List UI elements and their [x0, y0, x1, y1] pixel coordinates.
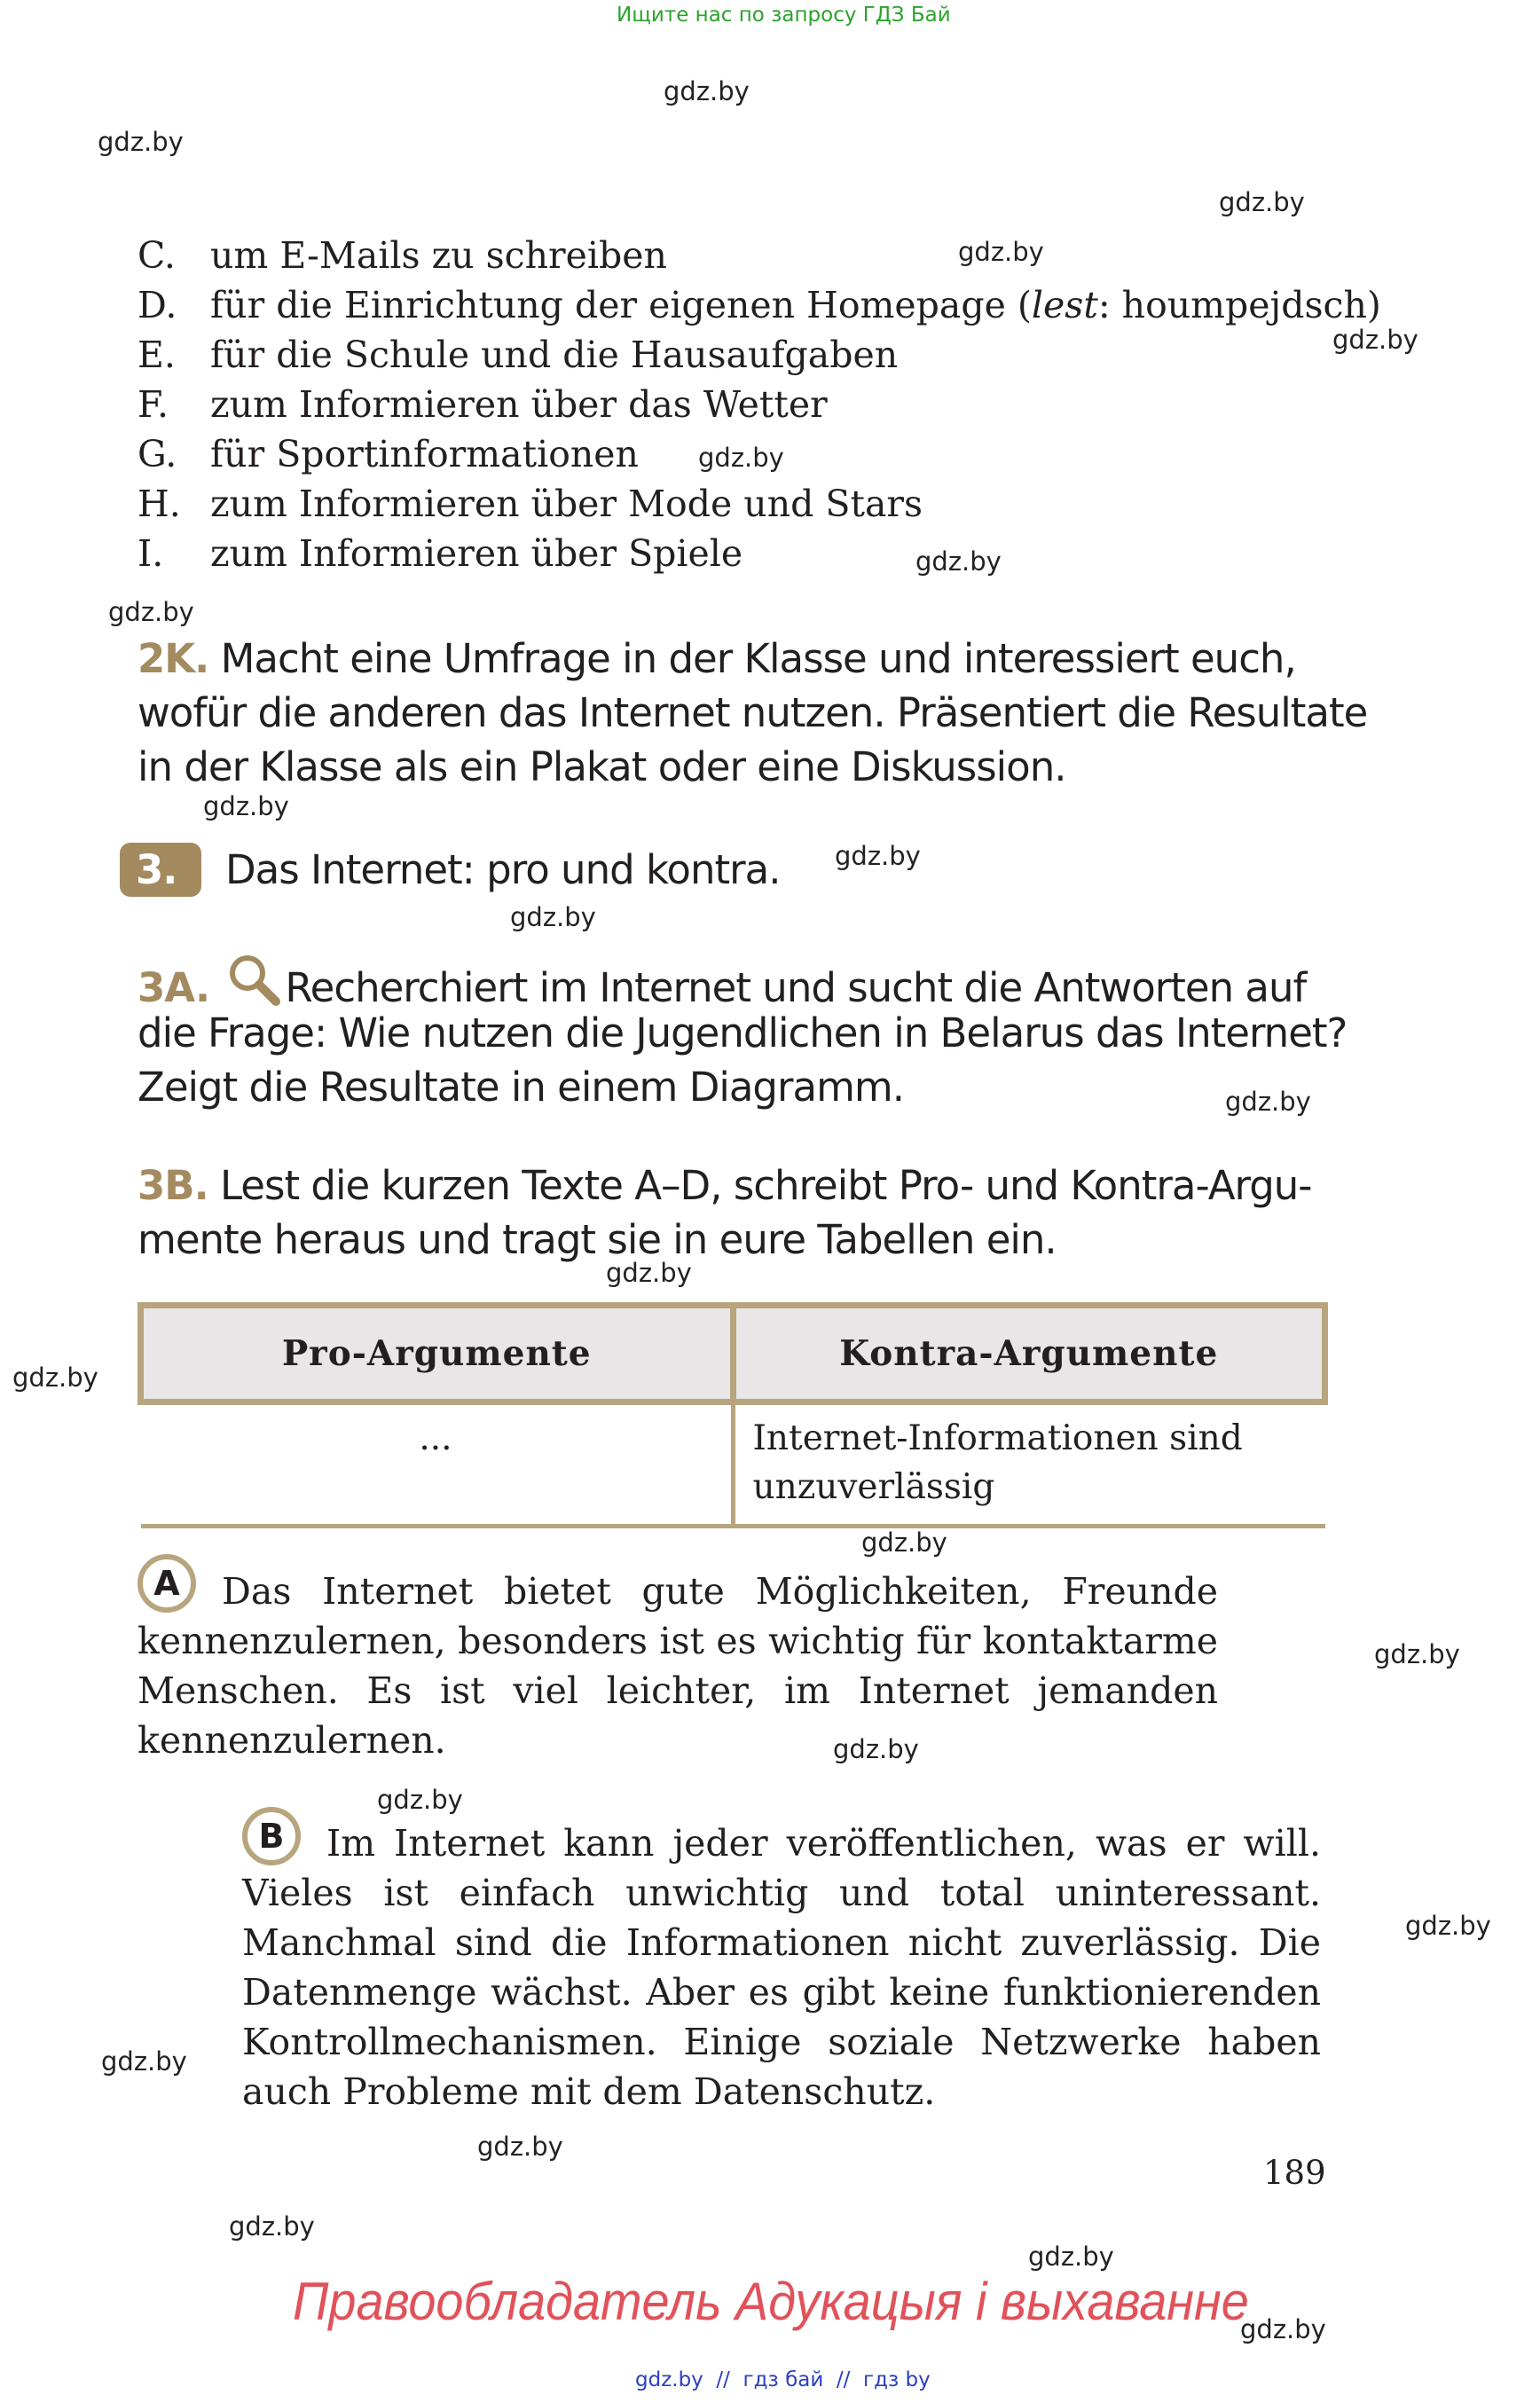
- page-number: 189: [1263, 2154, 1326, 2192]
- task-number: 3A.: [138, 964, 210, 1011]
- watermark: gdz.by: [915, 546, 1002, 577]
- list-text: zum Informieren über Spiele: [210, 532, 743, 575]
- task-2k-line: [138, 632, 1296, 686]
- list-item: [138, 280, 1381, 330]
- list-text: : houmpejdsch): [1097, 284, 1381, 326]
- list-letter: F.: [138, 383, 169, 426]
- task-text: Recherchiert im Internet und sucht die Antworten auf: [285, 964, 1307, 1011]
- watermark: gdz.by: [108, 597, 194, 627]
- list-letter: C.: [138, 234, 176, 277]
- list-item: [138, 429, 639, 479]
- list-item: [138, 330, 898, 380]
- watermark: gdz.by: [510, 902, 596, 932]
- task-2k-line: wofür die anderen das Internet nutzen. Präsentiert die Resultate: [138, 689, 1368, 736]
- footer-links[interactable]: gdz.by // гдз бай // гдз by: [635, 2368, 931, 2391]
- task-text: Lest die kurzen Texte A–D, schreibt Pro- und Kontra-Argu-: [220, 1162, 1312, 1209]
- list-letter: D.: [138, 284, 177, 326]
- task-3-heading: [120, 843, 781, 897]
- watermark: gdz.by: [477, 2132, 563, 2162]
- list-text: für Sportinformationen: [210, 433, 639, 475]
- watermark: gdz.by: [833, 1734, 919, 1764]
- watermark: gdz.by: [861, 1527, 947, 1558]
- top-banner: Ищите нас по запросу ГДЗ Бай: [617, 4, 951, 27]
- list-letter: E.: [138, 334, 176, 376]
- table-cell-pro: ...: [141, 1402, 734, 1527]
- task-badge: 3.: [120, 843, 201, 897]
- list-letter: G.: [138, 433, 177, 475]
- text-a-label: A: [138, 1554, 196, 1613]
- argument-table: [138, 1302, 1328, 1528]
- watermark: gdz.by: [958, 237, 1044, 267]
- list-text: für die Schule und die Hausaufgaben: [210, 334, 899, 376]
- text-b-paragraph: Im Internet kann jeder veröffentlichen, was er will. Vieles ist einfach unwichtig und total uninteressant. Manchmal sind die Informationen nicht zuverlässig. Die Datenmenge wächst. Aber es gibt keine funktionierenden Kontrollmechanismen. Einige soziale Netzwerke haben auch Probleme mit dem Datenschutz.: [242, 1822, 1321, 2113]
- table-header-pro: Pro-Argumente: [141, 1306, 734, 1402]
- watermark: gdz.by: [1405, 1911, 1491, 1941]
- task-3b-line: mente heraus und tragt sie in eure Tabellen ein.: [138, 1216, 1057, 1263]
- text-a-paragraph: Das Internet bietet gute Möglichkeiten, Freunde kennenzulernen, besonders ist es wichtig für kontaktarme Menschen. Es ist viel leichter, im Internet jemanden kennenzulernen.: [138, 1570, 1218, 1762]
- table-header-contra: Kontra-Argumente: [733, 1306, 1325, 1402]
- list-item: [138, 529, 742, 578]
- task-3a-line: Zeigt die Resultate in einem Diagramm.: [138, 1064, 905, 1111]
- watermark: gdz.by: [1225, 1087, 1311, 1117]
- watermark: gdz.by: [12, 1362, 98, 1393]
- watermark: gdz.by: [1374, 1639, 1460, 1669]
- watermark: gdz.by: [203, 791, 289, 821]
- watermark: gdz.by: [606, 1258, 692, 1288]
- list-text: um E-Mails zu schreiben: [210, 234, 667, 277]
- list-text-italic: lest: [1031, 284, 1098, 326]
- text-b-label: B: [242, 1807, 301, 1865]
- list-item: [138, 380, 828, 429]
- list-text: zum Informieren über das Wetter: [210, 383, 828, 426]
- search-magnifier-icon: [226, 952, 283, 1007]
- task-text: Macht eine Umfrage in der Klasse und interessiert euch,: [220, 635, 1296, 682]
- watermark: gdz.by: [101, 2046, 187, 2077]
- task-title: Das Internet: pro und kontra.: [225, 846, 781, 893]
- watermark: gdz.by: [835, 841, 921, 871]
- watermark: gdz.by: [98, 127, 184, 157]
- list-letter: H.: [138, 483, 181, 525]
- watermark: gdz.by: [1028, 2242, 1114, 2272]
- watermark: gdz.by: [377, 1785, 463, 1815]
- list-text: für die Einrichtung der eigenen Homepage (: [210, 284, 1032, 326]
- task-2k-line: in der Klasse als ein Plakat oder eine Diskussion.: [138, 743, 1066, 790]
- table-cell-contra: Internet-Informationen sind unzuverlässig: [733, 1402, 1325, 1527]
- watermark: gdz.by: [1219, 187, 1305, 217]
- list-text: zum Informieren über Mode und Stars: [210, 483, 923, 525]
- task-number: 3B.: [138, 1162, 208, 1209]
- task-3a-line: die Frage: Wie nutzen die Jugendlichen in Belarus das Internet?: [138, 1009, 1348, 1056]
- copyright-notice: Правообладатель Адукацыя і выхаванне: [293, 2272, 1249, 2331]
- task-3b-line: [138, 1158, 1312, 1213]
- list-letter: I.: [138, 532, 164, 575]
- list-item: [138, 479, 923, 529]
- watermark: gdz.by: [229, 2211, 315, 2242]
- list-item: [138, 231, 667, 280]
- task-number: 2K.: [138, 635, 209, 682]
- watermark: gdz.by: [1240, 2314, 1326, 2344]
- watermark: gdz.by: [664, 76, 750, 106]
- watermark: gdz.by: [698, 443, 784, 473]
- watermark: gdz.by: [1332, 325, 1418, 355]
